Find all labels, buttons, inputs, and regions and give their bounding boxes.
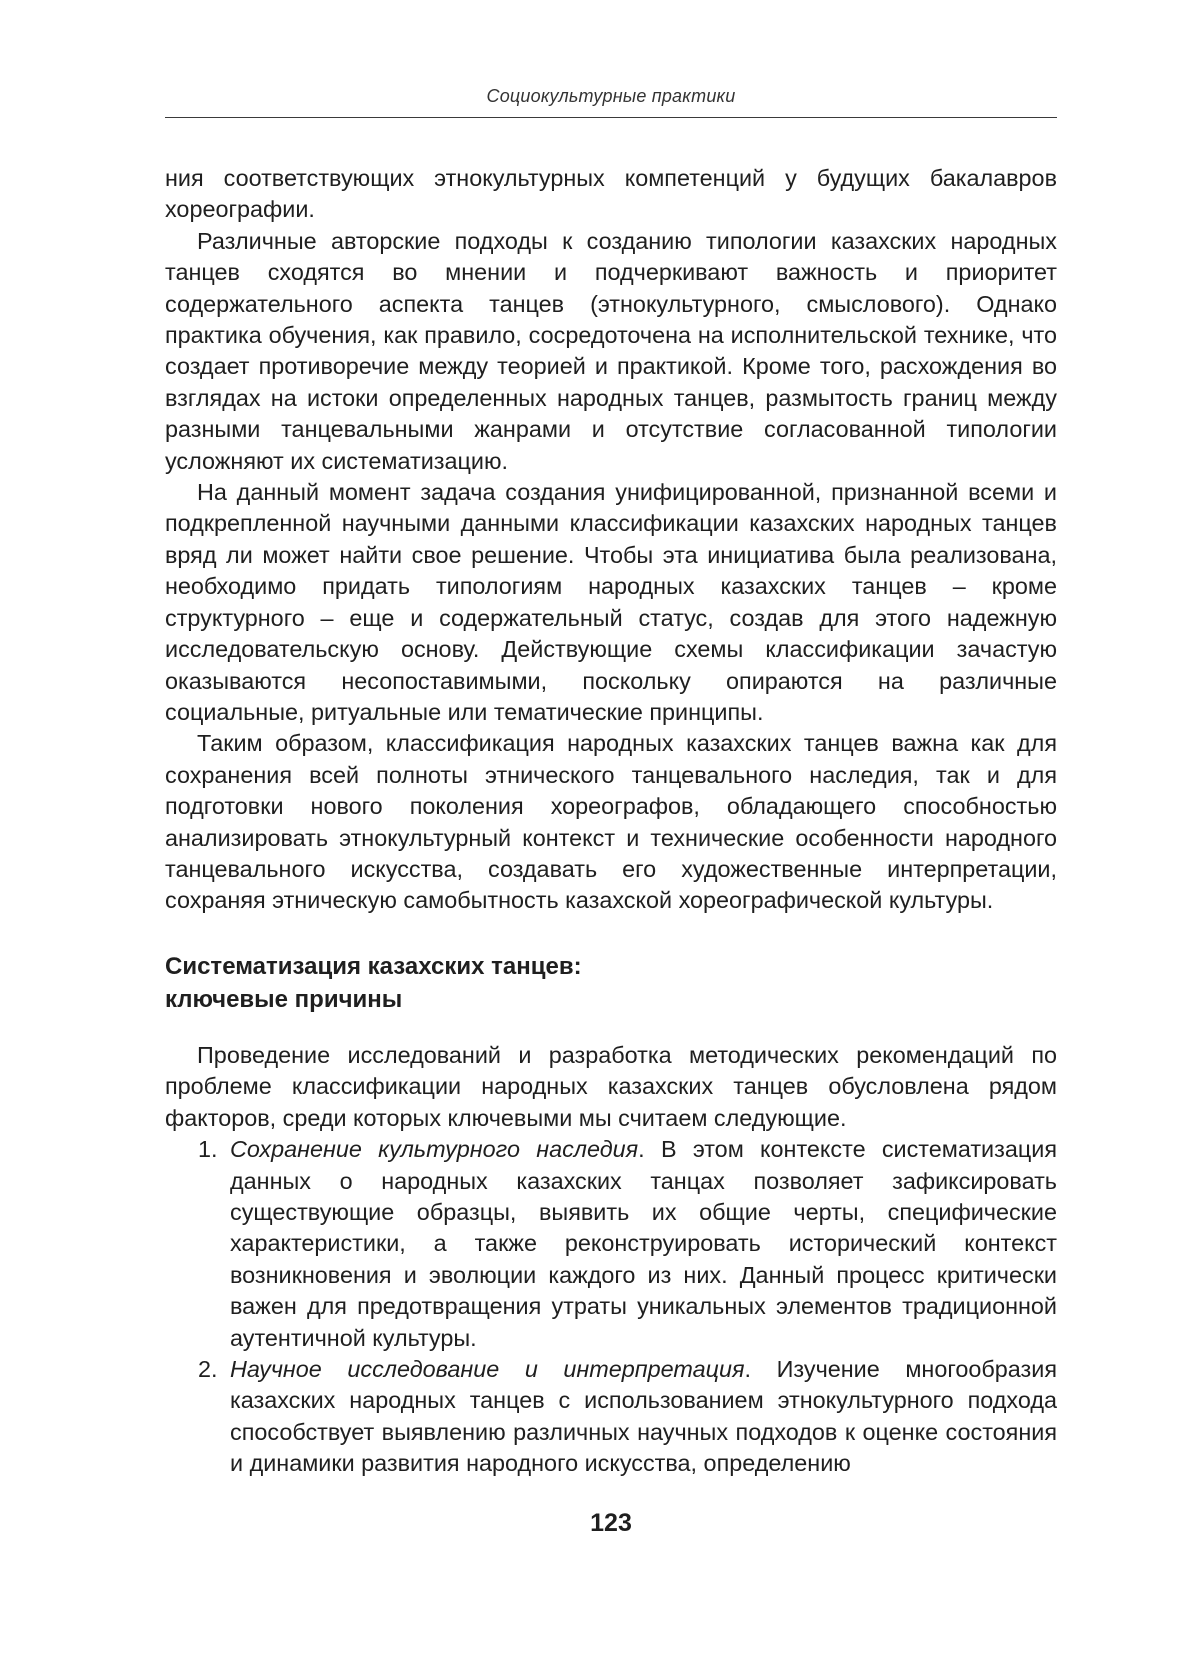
list-item-title: Сохранение культурного наследия [230,1136,639,1163]
page-number: 123 [590,1509,632,1537]
list-item-number: 1. [198,1136,218,1163]
paragraph: На данный момент задача создания унифицированной, признанной всеми и подкрепленной научными данными классификации казахских народных танцев вряд ли может найти свое решение. Чтобы эта инициатива была реализована, необходимо придать типологиям народных казахских танцев – кроме структурного – еще и содержательный статус, создав для этого надежную исследовательскую основу. Действующие схемы классификации зачастую оказываются несопоставимыми, поскольку опираются на различные социальные, ритуальные или тематические принципы. [165,479,1057,725]
section-body [165,1040,1057,1480]
list-item-number: 2. [198,1356,218,1383]
list-item-title: Научное исследование и интерпретация [230,1356,745,1383]
numbered-list [165,1134,1057,1479]
section-intro-paragraph: Проведение исследований и разработка методических рекомендаций по проблеме классификации народных казахских танцев обусловлена рядом факторов, среди которых ключевыми мы считаем следующие. [165,1042,1057,1131]
main-text [165,163,1057,917]
section-heading-line-2: ключевые причины [165,986,403,1013]
list-item-text: . Изучение многообразия казахских народных танцев с использованием этнокультурного подхода способствует выявлению различных научных подходов к оценке состояния и динамики развития народного искусства, определению [230,1356,1057,1477]
list-item [165,1354,1057,1480]
list-item [165,1134,1057,1354]
paragraph: Таким образом, классификация народных казахских танцев важна как для сохранения всей полноты этнического танцевального наследия, так и для подготовки нового поколения хореографов, обладающего способностью анализировать этнокультурный контекст и технические особенности народного танцевального искусства, создавать его художественные интерпретации, сохраняя этническую самобытность казахской хореографической культуры. [165,730,1057,914]
header-divider [165,117,1057,118]
running-head: Социокультурные практики [486,86,736,106]
section-heading [165,950,1057,1016]
list-item-text: . В этом контексте систематизация данных о народных казахских танцах позволяет зафиксировать существующие образцы, выявить их общие черты, специфические характеристики, а также реконструировать исторический контекст возникновения и эволюции каждого из них. Данный процесс критически важен для предотвращения утраты уникальных элементов традиционной аутентичной культуры. [230,1136,1057,1351]
paragraph-continuation: ния соответствующих этнокультурных компетенций у будущих бакалавров хореографии. [165,165,1057,223]
section-heading-line-1: Систематизация казахских танцев: [165,953,582,980]
paragraph: Различные авторские подходы к созданию типологии казахских народных танцев сходятся во мнении и подчеркивают важность и приоритет содержательного аспекта танцев (этнокультурного, смыслового). Однако практика обучения, как правило, сосредоточена на исполнительской технике, что создает противоречие между теорией и практикой. Кроме того, расхождения во взглядах на истоки определенных народных танцев, размытость границ между разными танцевальными жанрами и отсутствие согласованной типологии усложняют их систематизацию. [165,227,1057,474]
